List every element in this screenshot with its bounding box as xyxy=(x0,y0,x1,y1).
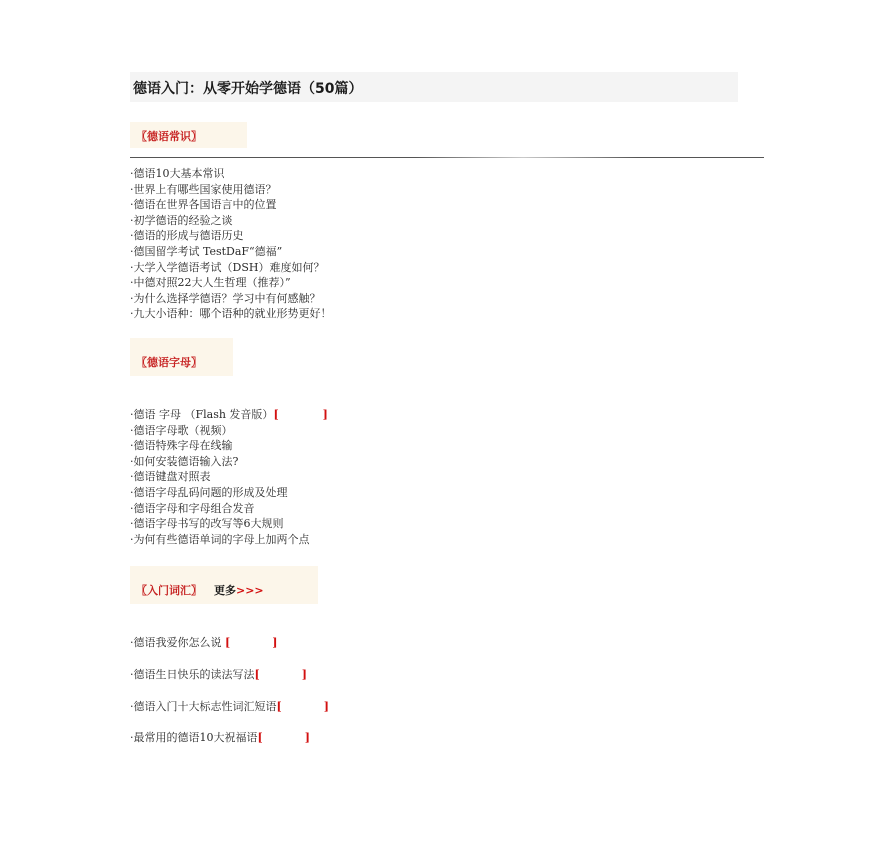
list-item[interactable]: ·德语键盘对照表 xyxy=(130,470,211,484)
list-item[interactable]: ·为何有些德语单词的字母上加两个点 xyxy=(130,532,310,546)
list-item[interactable]: ·德国留学考试 TestDaF“德福” xyxy=(130,244,283,258)
list-item[interactable]: ·初学德语的经验之谈 xyxy=(130,213,233,227)
more-link[interactable] xyxy=(214,584,264,597)
vocab-item-text[interactable]: ·德语入门十大标志性词汇短语 xyxy=(130,700,277,713)
list-item[interactable]: ·如何安装德语输入法? xyxy=(130,454,239,468)
list-item-flash[interactable] xyxy=(130,407,328,423)
common-list xyxy=(130,166,332,322)
vocab-item-text[interactable]: ·最常用的德语10大祝福语 xyxy=(130,731,258,744)
list-item[interactable]: ·德语字母乱码问题的形成及处理 xyxy=(130,485,288,499)
section-vocab-label: 〖入门词汇〗 xyxy=(136,584,202,597)
section-vocab-label-row xyxy=(136,582,264,598)
list-item[interactable]: ·德语字母和字母组合发音 xyxy=(130,501,255,515)
list-item-text[interactable]: ·德语 字母 （Flash 发音版） xyxy=(130,408,274,421)
list-item[interactable]: ·德语的形成与德语历史 xyxy=(130,229,244,243)
list-item[interactable]: ·大学入学德语考试（DSH）难度如何？ xyxy=(130,260,325,274)
list-item[interactable]: ·中德对照22大人生哲理（推荐）” xyxy=(130,276,291,290)
more-arrows[interactable]: >>> xyxy=(236,584,264,597)
list-item[interactable]: ·德语字母书写的改写等6大规则 xyxy=(130,517,284,531)
bracket-open[interactable]: [ xyxy=(257,731,263,744)
list-item[interactable]: ·德语10大基本常识 xyxy=(130,167,225,180)
list-item[interactable]: ·德语在世界各国语言中的位置 xyxy=(130,198,277,212)
alphabet-list xyxy=(130,407,328,547)
page-title: 德语入门：从零开始学德语（50篇） xyxy=(133,81,363,97)
vocab-item[interactable] xyxy=(130,698,329,714)
bracket-open[interactable]: [ xyxy=(276,700,282,713)
vocab-item[interactable] xyxy=(130,634,277,650)
bracket-close[interactable]: ] xyxy=(323,700,329,713)
bracket-close[interactable]: ] xyxy=(301,668,307,681)
section-common-label: 〖德语常识〗 xyxy=(136,130,202,143)
divider xyxy=(130,157,764,158)
bracket-open[interactable]: [ xyxy=(225,636,231,649)
list-item[interactable]: ·为什么选择学德语？学习中有何感触？ xyxy=(130,291,321,305)
bracket-close[interactable]: ] xyxy=(322,408,328,421)
list-item[interactable]: ·德语字母歌（视频） xyxy=(130,423,233,437)
more-label[interactable]: 更多 xyxy=(214,584,236,597)
list-item[interactable]: ·德语特殊字母在线输 xyxy=(130,439,233,453)
vocab-item[interactable] xyxy=(130,729,310,745)
bracket-close[interactable]: ] xyxy=(304,731,310,744)
vocab-item[interactable] xyxy=(130,666,307,682)
list-item[interactable]: ·世界上有哪些国家使用德语？ xyxy=(130,182,277,196)
vocab-item-text[interactable]: ·德语我爱你怎么说 xyxy=(130,636,225,649)
section-alphabet-label: 〖德语字母〗 xyxy=(136,356,202,369)
bracket-open[interactable]: [ xyxy=(273,408,279,421)
vocab-item-text[interactable]: ·德语生日快乐的读法写法 xyxy=(130,668,255,681)
bracket-close[interactable]: ] xyxy=(272,636,278,649)
bracket-open[interactable]: [ xyxy=(254,668,260,681)
list-item[interactable]: ·九大小语种：哪个语种的就业形势更好！ xyxy=(130,307,332,321)
